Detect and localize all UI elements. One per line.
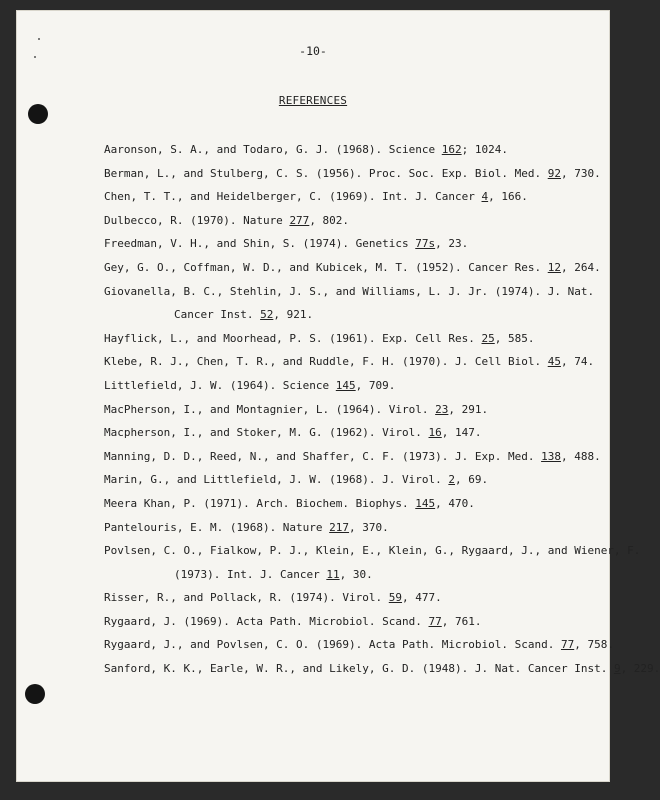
references-list — [104, 138, 660, 681]
reference-pages: ; 1024. — [461, 143, 508, 156]
reference-entry — [104, 468, 624, 492]
reference-text: Marin, G., and Littlefield, J. W. (1968). J. Virol. — [104, 473, 449, 487]
reference-entry — [104, 232, 624, 256]
reference-text: Giovanella, B. C., Stehlin, J. S., and Williams, L. J. Jr. (1974). J. Nat. — [104, 284, 595, 298]
reference-continuation-line — [104, 303, 624, 327]
reference-text: Macpherson, I., and Stoker, M. G. (1962). Virol. — [104, 426, 429, 440]
reference-line — [104, 138, 624, 162]
reference-pages: , 264. — [560, 260, 601, 274]
reference-pages: , 709. — [355, 378, 396, 392]
reference-entry — [104, 657, 660, 681]
reference-line — [104, 256, 624, 280]
reference-volume: 162 — [441, 143, 462, 156]
reference-text: Chen, T. T., and Heidelberger, C. (1969). Int. J. Cancer — [104, 190, 482, 204]
reference-line — [104, 232, 624, 256]
reference-text: (1973). Int. J. Cancer — [174, 567, 327, 581]
reference-text: MacPherson, I., and Montagnier, L. (1964). Virol. — [104, 402, 436, 416]
reference-entry — [104, 539, 641, 586]
reference-line — [104, 185, 624, 209]
reference-line — [104, 468, 624, 492]
reference-text: Cancer Inst. — [174, 308, 261, 322]
reference-entry — [104, 209, 624, 233]
reference-entry — [104, 421, 624, 445]
reference-pages: , 730. — [560, 166, 601, 180]
reference-pages: , 291. — [448, 402, 489, 416]
reference-pages: , 370. — [349, 520, 389, 534]
reference-entry — [104, 138, 624, 162]
reference-volume: 11 — [326, 567, 340, 581]
reference-pages: , 470. — [435, 496, 475, 510]
reference-text: Hayflick, L., and Moorhead, P. S. (1961). Exp. Cell Res. — [104, 331, 482, 345]
reference-volume: 52 — [260, 308, 274, 322]
reference-entry — [104, 398, 624, 422]
punch-hole — [25, 684, 45, 704]
reference-text: Aaronson, S. A., and Todaro, G. J. (1968). Science — [104, 143, 442, 156]
reference-text: Gey, G. O., Coffman, W. D., and Kubicek, M. T. (1952). Cancer Res. — [104, 260, 548, 274]
reference-text: Meera Khan, P. (1971). Arch. Biochem. Biophys. — [104, 496, 416, 510]
reference-pages: , 921. — [273, 308, 314, 322]
reference-pages: , 30. — [339, 567, 373, 581]
reference-pages: , 69. — [455, 473, 489, 487]
reference-line — [104, 280, 624, 304]
reference-volume: 16 — [428, 426, 442, 440]
reference-entry — [104, 162, 624, 186]
reference-text: Freedman, V. H., and Shin, S. (1974). Genetics — [104, 237, 416, 251]
reference-entry — [104, 280, 624, 327]
reference-volume: 277 — [289, 213, 310, 227]
reference-volume: 45 — [547, 355, 561, 369]
reference-text: Dulbecco, R. (1970). Nature — [104, 213, 290, 227]
reference-pages: , 147. — [441, 426, 482, 440]
reference-volume: 23 — [435, 402, 449, 416]
reference-text: Klebe, R. J., Chen, T. R., and Ruddle, F. H. (1970). J. Cell Biol. — [104, 355, 548, 369]
reference-volume: 59 — [388, 591, 403, 605]
reference-line — [104, 539, 641, 563]
document-page — [16, 10, 660, 782]
reference-line — [104, 445, 624, 469]
reference-pages: , 758. — [574, 638, 614, 652]
reference-volume: 138 — [541, 449, 561, 463]
reference-entry — [104, 350, 624, 374]
reference-line — [104, 398, 624, 422]
reference-pages: , 585. — [494, 331, 535, 345]
reference-pages: , 229. — [620, 662, 660, 676]
reference-continuation-line — [104, 563, 624, 587]
reference-line — [104, 657, 660, 681]
reference-entry — [104, 374, 624, 398]
reference-text: Pantelouris, E. M. (1968). Nature — [104, 520, 330, 534]
reference-volume: 12 — [547, 260, 561, 274]
reference-volume: 217 — [329, 520, 350, 534]
paper-speck — [38, 38, 40, 40]
reference-entry — [104, 586, 624, 610]
reference-entry — [104, 445, 624, 469]
reference-text: Rygaard, J., and Povlsen, C. O. (1969). Acta Path. Microbiol. Scand. — [104, 638, 561, 652]
reference-entry — [104, 256, 624, 280]
reference-entry — [104, 633, 624, 657]
page-number: -10- — [299, 44, 327, 58]
reference-volume: 145 — [415, 496, 436, 510]
reference-pages: , 488. — [560, 449, 601, 463]
reference-volume: 9 — [613, 662, 621, 676]
reference-volume: 77 — [560, 638, 575, 652]
reference-line — [104, 421, 624, 445]
reference-pages: , 802. — [309, 213, 350, 227]
reference-pages: , 477. — [402, 591, 442, 605]
reference-line — [104, 633, 624, 657]
reference-line — [104, 350, 624, 374]
reference-text: Povlsen, C. O., Fialkow, P. J., Klein, E., Klein, G., Rygaard, J., and Wiener, F. — [104, 544, 641, 558]
reference-line — [104, 209, 624, 233]
reference-entry — [104, 327, 624, 351]
reference-text: Risser, R., and Pollack, R. (1974). Virol. — [104, 591, 389, 605]
reference-text: Berman, L., and Stulberg, C. S. (1956). Proc. Soc. Exp. Biol. Med. — [104, 166, 548, 180]
reference-entry — [104, 185, 624, 209]
reference-volume: 25 — [481, 331, 495, 345]
reference-line — [104, 327, 624, 351]
reference-pages: , 23. — [435, 237, 469, 251]
reference-text: Littlefield, J. W. (1964). Science — [104, 378, 336, 392]
reference-volume: 2 — [448, 473, 455, 487]
reference-volume: 4 — [481, 190, 489, 204]
reference-line — [104, 492, 624, 516]
reference-volume: 92 — [547, 166, 561, 180]
reference-entry — [104, 516, 624, 540]
reference-text: Rygaard, J. (1969). Acta Path. Microbiol. Scand. — [104, 614, 429, 628]
reference-volume: 77s — [415, 237, 436, 251]
reference-entry — [104, 492, 624, 516]
punch-hole — [28, 104, 48, 124]
reference-text: Manning, D. D., Reed, N., and Shaffer, C. F. (1973). J. Exp. Med. — [104, 449, 542, 463]
reference-volume: 145 — [335, 378, 356, 392]
reference-line — [104, 516, 624, 540]
reference-entry — [104, 610, 624, 634]
reference-volume: 77 — [428, 614, 442, 628]
reference-pages: , 74. — [560, 355, 595, 369]
reference-text: Sanford, K. K., Earle, W. R., and Likely, G. D. (1948). J. Nat. Cancer Inst. — [104, 662, 614, 676]
reference-pages: , 761. — [441, 614, 482, 628]
references-heading: REFERENCES — [278, 94, 348, 107]
reference-line — [104, 610, 624, 634]
reference-pages: , 166. — [488, 190, 528, 204]
reference-line — [104, 586, 624, 610]
reference-line — [104, 162, 624, 186]
reference-line — [104, 374, 624, 398]
